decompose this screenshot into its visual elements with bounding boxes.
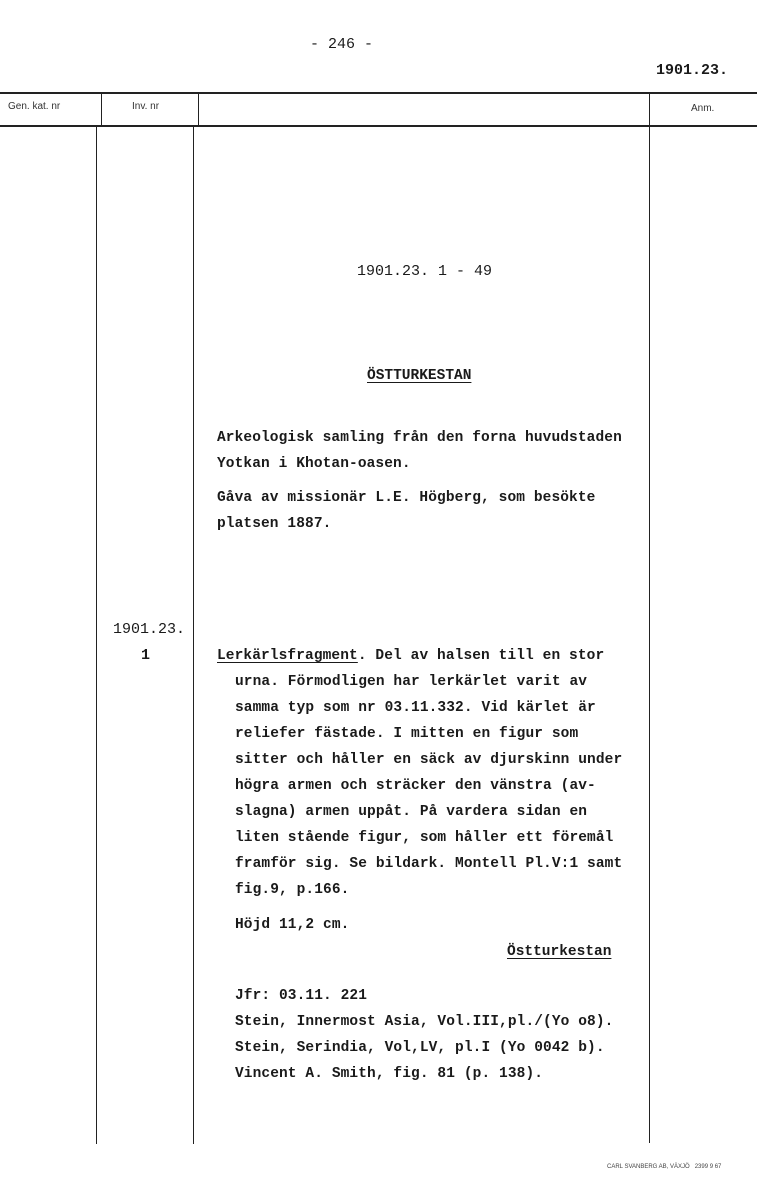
gift-line-2: platsen 1887. [217,516,332,532]
entry-first-line [217,648,604,664]
reference-line: Vincent A. Smith, fig. 81 (p. 138). [235,1066,544,1082]
gift-line-1: Gåva av missionär L.E. Högberg, som besökte [217,490,596,506]
reference-line: Jfr: 03.11. 221 [235,988,368,1004]
entry-line: sitter och håller en säck av djurskinn under [235,752,623,768]
entry-line: urna. Förmodligen har lerkärlet varit av [235,674,588,690]
entry-line: liten stående figur, som håller ett föremål [235,830,614,846]
column-divider-1-body [96,126,97,1144]
header-top-rule [0,92,757,94]
column-divider-2 [198,93,199,125]
header-reference: 1901.23. [656,62,729,79]
entry-line: reliefer fästade. I mitten en figur som [235,726,579,742]
entry-line: högra armen och sträcker den vänstra (av- [235,778,596,794]
collection-range: 1901.23. 1 - 49 [357,263,493,280]
printer-mark: CARL SVANBERG AB, VÄXJÖ 2399 9 67 [607,1164,722,1170]
column-header-inv: Inv. nr [132,101,160,112]
page-number: - 246 - [310,36,374,53]
item-number: 1 [141,647,151,664]
description-line-1: Arkeologisk samling från den forna huvudstaden [217,430,622,446]
header-bottom-rule [0,125,757,127]
column-divider-3 [649,93,650,1143]
inv-number: 1901.23. [113,621,186,638]
entry-region: Östturkestan [507,944,612,960]
column-header-gen-kat: Gen. kat. nr [8,101,61,112]
entry-first-line-rest: . Del av halsen till en stor [357,648,605,664]
column-header-anm: Anm. [691,103,715,114]
entry-line: fig.9, p.166. [235,882,350,898]
entry-line: slagna) armen uppåt. På vardera sidan en [235,804,588,820]
reference-line: Stein, Innermost Asia, Vol.III,pl./(Yo o8). [235,1014,614,1030]
description-line-2: Yotkan i Khotan-oasen. [217,456,411,472]
column-divider-1 [101,93,102,125]
entry-height: Höjd 11,2 cm. [235,917,350,933]
entry-title: Lerkärlsfragment [217,648,358,664]
entry-line: samma typ som nr 03.11.332. Vid kärlet är [235,700,596,716]
reference-line: Stein, Serindia, Vol,LV, pl.I (Yo 0042 b). [235,1040,605,1056]
column-divider-2-body [193,126,194,1144]
entry-line: framför sig. Se bildark. Montell Pl.V:1 samt [235,856,623,872]
region-heading: ÖSTTURKESTAN [367,368,472,384]
